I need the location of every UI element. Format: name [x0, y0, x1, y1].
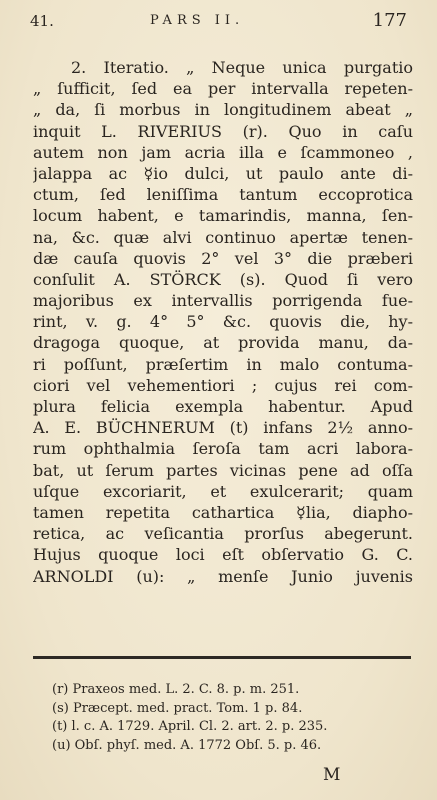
footnotes: [52, 681, 412, 755]
text-line: „ da, ſi morbus in longitudinem abeat „: [33, 100, 413, 120]
text-line: dragoga quoque, at provida manu, da-: [33, 333, 413, 353]
text-line: Hujus quoque loci eſt obſervatio G. C.: [33, 545, 413, 565]
signature-mark: M: [323, 765, 341, 785]
text-line: tamen repetita cathartica ☿lia, diapho-: [33, 502, 413, 522]
text-line: inquit L. RIVERIUS (r). Quo in caſu: [33, 121, 413, 141]
text-line: jalappa ac ☿io dulci, ut paulo ante di-: [33, 163, 413, 183]
text-line: ciori vel vehementiori ; cujus rei com-: [33, 375, 413, 395]
body-text: [33, 57, 413, 587]
page-header: [30, 8, 417, 34]
text-line: retica, ac veſicantia prorſus abegerunt.: [33, 524, 413, 544]
text-line: ARNOLDI (u): „ menſe Junio juvenis: [33, 566, 413, 586]
text-line: autem non jam acria illa e ſcammoneo ,: [33, 142, 413, 162]
text-line: majoribus ex intervallis porrigenda fue-: [33, 291, 413, 311]
running-title: PARS II.: [150, 13, 245, 28]
text-line: bat, ut ſerum partes vicinas pene ad oſſa: [33, 460, 413, 480]
footnote: (t) l. c. A. 1729. April. Cl. 2. art. 2. p. 235.: [52, 719, 328, 734]
text-line: plura felicia exempla habentur. Apud: [33, 397, 413, 416]
text-line: ri poſſunt, præſertim in malo contuma-: [33, 354, 413, 374]
text-line: rint, v. g. 4° 5° &c. quovis die, hy-: [33, 312, 413, 332]
page-number-left: 41.: [30, 12, 54, 30]
text-line: locum habent, e tamarindis, manna, ſen-: [33, 206, 413, 226]
text-line: ctum, ſed leniſſima tantum eccoprotica: [33, 185, 413, 205]
text-line: dæ cauſa quovis 2° vel 3° die præberi: [33, 248, 413, 268]
text-line: A. E. BÜCHNERUM (t) infans 2½ anno-: [33, 418, 413, 438]
text-line: „ ſufficit, ſed ea per intervalla repeten-: [33, 79, 413, 99]
footnote: (u) Obſ. phyſ. med. A. 1772 Obſ. 5. p. 46.: [52, 737, 322, 753]
text-line: 2. Iteratio. „ Neque unica purgatio: [71, 58, 413, 77]
text-line: conſulit A. STÖRCK (s). Quod ſi vero: [33, 269, 413, 289]
page-number-right: 177: [372, 10, 407, 31]
text-line: na, &c. quæ alvi continuo apertæ tenen-: [33, 227, 413, 247]
footnote-divider: [33, 656, 411, 659]
footnote: (s) Præcept. med. pract. Tom. 1 p. 84.: [52, 700, 303, 716]
text-line: rum ophthalmia ſeroſa tam acri labora-: [33, 439, 413, 459]
footnote: (r) Praxeos med. L. 2. C. 8. p. m. 251.: [52, 682, 300, 697]
text-line: uſque excoriarit, et exulcerarit; quam: [33, 481, 413, 501]
